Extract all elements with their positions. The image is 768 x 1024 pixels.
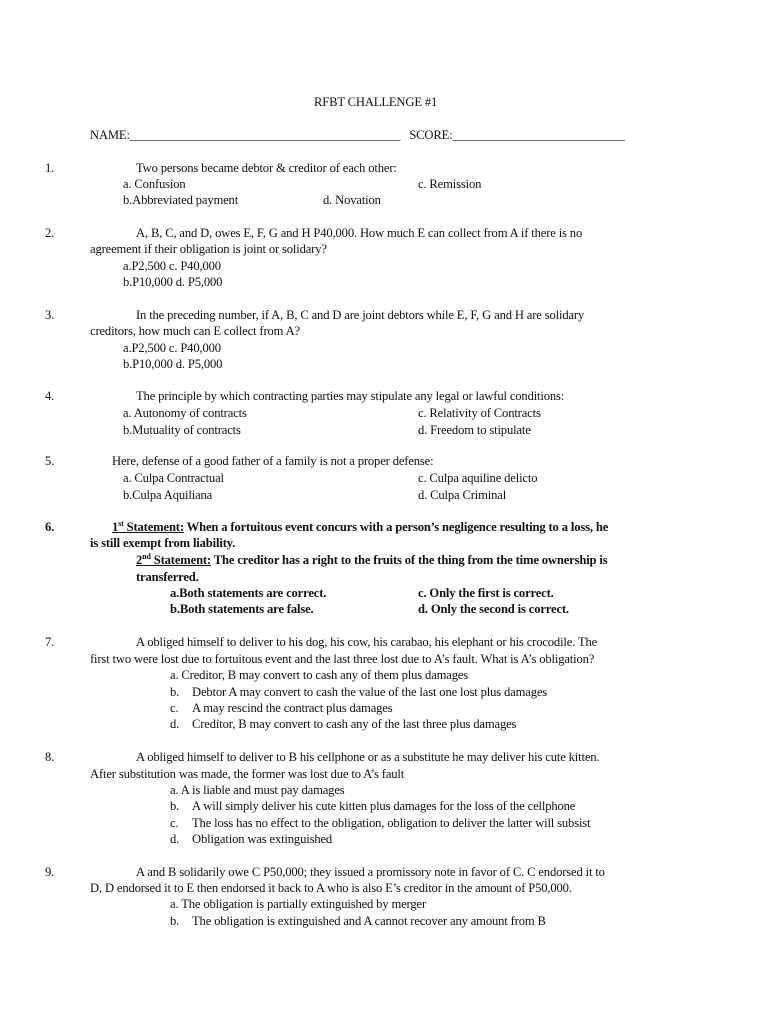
statement-1-ordinal-suffix: st	[118, 518, 124, 528]
question-2-line-1: A, B, C, and D, owes E, F, G and H P40,000. How much E can collect from A if there is no	[136, 226, 583, 240]
score-label: SCORE:	[409, 128, 453, 142]
question-8-option-c: The loss has no effect to the obligation, obligation to deliver the latter will subsist	[192, 816, 591, 830]
question-4-option-c: c. Relativity of Contracts	[418, 406, 541, 420]
question-1-option-c: c. Remission	[418, 177, 482, 191]
statement-1-ordinal: 1	[112, 520, 119, 534]
question-5-option-d: d. Culpa Criminal	[418, 488, 507, 502]
question-4-option-b: b.Mutuality of contracts	[123, 423, 241, 437]
question-3-options-2: b.P10,000 d. P5,000	[123, 357, 223, 371]
question-8-number: 8.	[45, 750, 55, 764]
name-score-line	[90, 127, 625, 144]
question-8-line-2: After substitution was made, the former was lost due to A’s fault	[90, 767, 405, 781]
question-8-option-d-letter: d.	[170, 832, 180, 846]
question-3-line-2: creditors, how much can E collect from A?	[90, 324, 300, 338]
question-7-line-2: first two were lost due to fortuitous event and the last three lost due to A’s fault. What is A’s obligation?	[90, 652, 595, 666]
question-5-option-c: c. Culpa aquiline delicto	[418, 471, 538, 485]
statement-2-ordinal-suffix: nd	[142, 551, 151, 561]
question-7-line-1: A obliged himself to deliver to his dog, his cow, his carabao, his elephant or his crocodile. The	[136, 635, 598, 649]
question-5-option-b: b.Culpa Aquiliana	[123, 488, 213, 502]
question-7-option-a: a. Creditor, B may convert to cash any of them plus damages	[170, 668, 469, 682]
question-5-number: 5.	[45, 454, 55, 468]
question-7-option-b-letter: b.	[170, 685, 180, 699]
question-6-option-d: d. Only the second is correct.	[418, 602, 569, 616]
statement-2-label	[136, 553, 211, 567]
question-9-line-1: A and B solidarily owe C P50,000; they issued a promissory note in favor of C. C endorsed it to	[136, 865, 605, 879]
question-7-number: 7.	[45, 635, 55, 649]
statement-1-text: When a fortuitous event concurs with a person’s negligence resulting to a loss, he	[183, 520, 609, 534]
question-2-line-2: agreement if their obligation is joint or solidary?	[90, 242, 327, 256]
question-9-option-b: The obligation is extinguished and A cannot recover any amount from B	[192, 914, 546, 928]
question-8-option-b: A will simply deliver his cute kitten plus damages for the loss of the cellphone	[192, 799, 576, 813]
question-6-option-a: a.Both statements are correct.	[170, 586, 327, 600]
statement-2-ordinal: 2	[136, 553, 143, 567]
question-3-line-1: In the preceding number, if A, B, C and D are joint debtors while E, F, G and H are solidary	[136, 308, 585, 322]
question-1-text: Two persons became debtor & creditor of each other:	[136, 161, 397, 175]
question-6-statement-1-line-2: is still exempt from liability.	[90, 536, 236, 550]
question-2-options-1: a.P2,500 c. P40,000	[123, 259, 221, 273]
question-8-option-b-letter: b.	[170, 799, 180, 813]
document-title: RFBT CHALLENGE #1	[314, 95, 438, 109]
question-5-text: Here, defense of a good father of a family is not a proper defense:	[112, 454, 434, 468]
name-label: NAME:	[90, 128, 130, 142]
question-6-statement-2-line-2: transferred.	[136, 570, 199, 584]
question-8-option-c-letter: c.	[170, 816, 179, 830]
question-4-option-d: d. Freedom to stipulate	[418, 423, 531, 437]
question-6-option-c: c. Only the first is correct.	[418, 586, 554, 600]
question-4-number: 4.	[45, 389, 55, 403]
question-3-options-1: a.P2,500 c. P40,000	[123, 341, 221, 355]
question-7-option-d: Creditor, B may convert to cash any of the last three plus damages	[192, 717, 517, 731]
question-1-option-b: b.Abbreviated payment	[123, 193, 239, 207]
statement-2-label-text: Statement:	[150, 553, 212, 567]
question-7-option-c: A may rescind the contract plus damages	[192, 701, 393, 715]
statement-1-label-text: Statement:	[123, 520, 184, 534]
question-9-number: 9.	[45, 865, 55, 879]
question-6-statement-2	[136, 552, 608, 569]
question-6-option-b: b.Both statements are false.	[170, 602, 314, 616]
question-2-number: 2.	[45, 226, 55, 240]
name-blank: ____________________________________________	[129, 128, 401, 142]
question-4-option-a: a. Autonomy of contracts	[123, 406, 247, 420]
question-8-option-a: a. A is liable and must pay damages	[170, 783, 345, 797]
question-1-option-d: d. Novation	[323, 193, 381, 207]
question-7-option-b: Debtor A may convert to cash the value of the last one lost plus damages	[192, 685, 548, 699]
question-9-line-2: D, D endorsed it to E then endorsed it back to A who is also E’s creditor in the amount of P50,000.	[90, 881, 572, 895]
question-8-line-1: A obliged himself to deliver to B his cellphone or as a substitute he may deliver his cute kitten.	[136, 750, 600, 764]
question-5-option-a: a. Culpa Contractual	[123, 471, 224, 485]
question-4-text: The principle by which contracting parties may stipulate any legal or lawful conditions:	[136, 389, 565, 403]
question-3-number: 3.	[45, 308, 55, 322]
question-9-option-b-letter: b.	[170, 914, 180, 928]
statement-1-label	[112, 520, 184, 534]
question-2-options-2: b.P10,000 d. P5,000	[123, 275, 223, 289]
score-blank: ____________________________	[452, 128, 625, 142]
statement-2-text: The creditor has a right to the fruits of the thing from the time ownership is	[211, 553, 608, 567]
question-1-number: 1.	[45, 161, 55, 175]
question-1-option-a: a. Confusion	[123, 177, 186, 191]
question-6-number: 6.	[45, 520, 55, 534]
question-9-option-a: a. The obligation is partially extinguished by merger	[170, 897, 426, 911]
question-7-option-c-letter: c.	[170, 701, 179, 715]
question-6-statement-1	[112, 519, 608, 536]
question-8-option-d: Obligation was extinguished	[192, 832, 333, 846]
question-7-option-d-letter: d.	[170, 717, 180, 731]
